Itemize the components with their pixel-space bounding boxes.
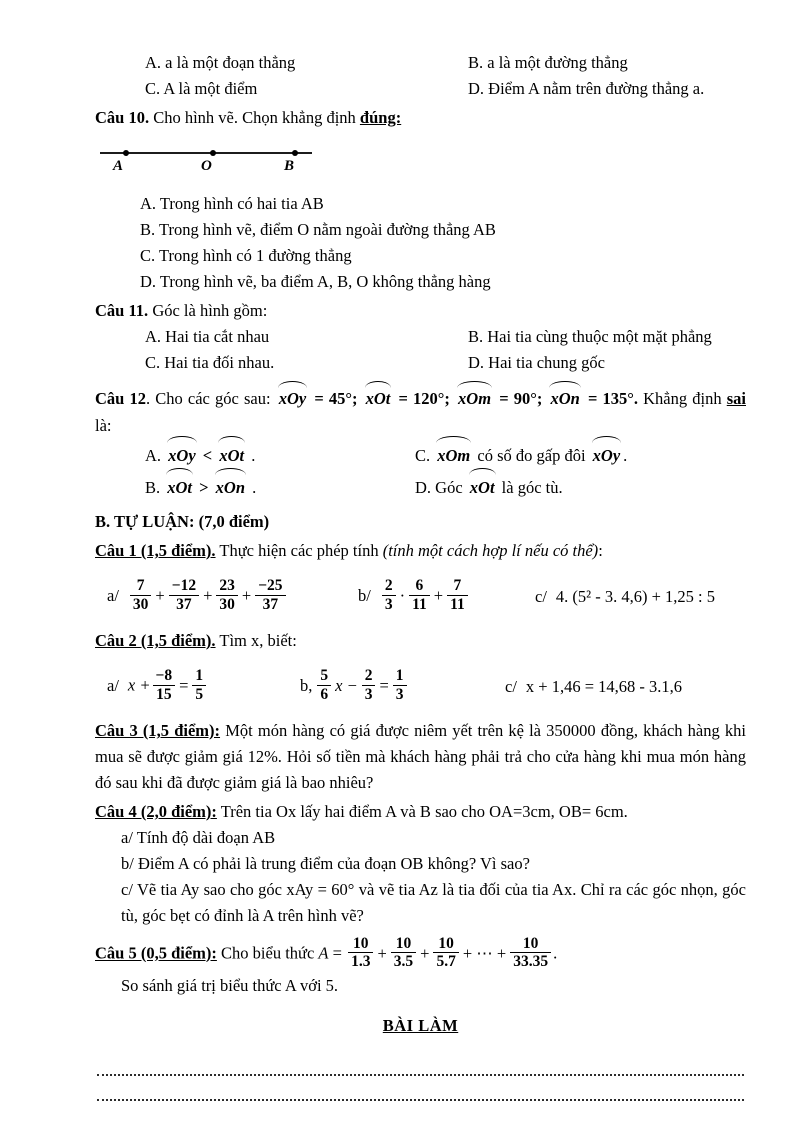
option-end: . bbox=[248, 478, 257, 497]
option-label: D. bbox=[468, 353, 485, 372]
equals-operator: = bbox=[179, 675, 189, 695]
angle-xoy: xOy bbox=[166, 439, 198, 471]
option-b bbox=[468, 324, 746, 350]
q5-statement bbox=[95, 937, 746, 973]
q2-statement bbox=[95, 628, 746, 654]
item-text: So sánh giá trị biểu thức A với 5. bbox=[121, 975, 339, 995]
numerator: 5 bbox=[317, 667, 331, 685]
option-b bbox=[95, 471, 415, 503]
angle-xon: xOn bbox=[214, 471, 247, 503]
numerator: −25 bbox=[255, 577, 285, 595]
comparison-operator: < bbox=[198, 446, 217, 465]
line-aob bbox=[100, 152, 312, 154]
q1-expressions bbox=[95, 574, 746, 620]
option-d bbox=[415, 471, 746, 503]
q3-text: Một món hàng có giá được niêm yết trên kệ là 350000 đồng, khách hàng khi mua sẽ được giảm giá 12%. Hỏi số tiền mà khách hàng phải trả cho cửa hàng khi mua món hàng đó sau khi đã được giảm giá là bao nhiêu? bbox=[95, 721, 746, 792]
denominator: 6 bbox=[320, 685, 329, 703]
option-end: . bbox=[247, 446, 256, 465]
comparison-operator: > bbox=[195, 478, 213, 497]
fraction bbox=[510, 935, 551, 971]
option-label: C. bbox=[145, 79, 161, 98]
numerator: −8 bbox=[153, 667, 176, 685]
option-label: A. bbox=[145, 53, 162, 72]
option-text: a là một đường thẳng bbox=[487, 53, 628, 72]
denominator: 11 bbox=[450, 595, 465, 613]
q2-part-c bbox=[505, 677, 682, 697]
q2-part-b bbox=[300, 669, 505, 705]
q2-heading: Câu 2 (1,5 điểm). bbox=[95, 631, 216, 650]
denominator: 30 bbox=[219, 595, 235, 613]
q11-number: Câu 11. bbox=[95, 301, 149, 320]
part-label: a/ bbox=[107, 585, 119, 605]
numerator: 1 bbox=[393, 667, 407, 685]
denominator: 3 bbox=[384, 595, 393, 613]
expression-text: 4. (5² - 3. 4,6) + 1,25 : 5 bbox=[555, 587, 715, 606]
option-label: B. bbox=[468, 53, 484, 72]
q12-intro: . Cho các góc sau: bbox=[145, 389, 276, 408]
part-label: c/ bbox=[535, 587, 547, 606]
fraction bbox=[362, 667, 376, 703]
denominator: 37 bbox=[262, 595, 279, 613]
numerator: 6 bbox=[409, 577, 430, 595]
angle-xom: xOm bbox=[435, 439, 472, 471]
fraction bbox=[317, 667, 331, 703]
variable-a: A bbox=[318, 943, 329, 963]
fraction bbox=[192, 667, 206, 703]
q10-option-a bbox=[95, 191, 746, 217]
fraction bbox=[216, 577, 238, 613]
denominator: 3 bbox=[395, 685, 404, 703]
angle-xot: xOt bbox=[468, 471, 497, 503]
option-c bbox=[415, 439, 746, 471]
option-label: B. bbox=[145, 478, 161, 497]
angle-xoy: xOy bbox=[591, 439, 623, 471]
option-text: Góc bbox=[435, 478, 467, 497]
q10-option-b bbox=[95, 217, 746, 243]
option-d bbox=[468, 76, 746, 102]
q9-option-row-1 bbox=[95, 50, 746, 76]
part-label: c/ bbox=[505, 677, 517, 696]
option-text: Hai tia đối nhau. bbox=[164, 353, 275, 372]
fraction bbox=[153, 667, 176, 703]
q11-option-row-1 bbox=[95, 324, 746, 350]
angle-xot: xOt bbox=[364, 384, 393, 412]
option-c bbox=[95, 350, 468, 376]
option-a bbox=[95, 324, 468, 350]
option-text: Trong hình có 1 đường thẳng bbox=[158, 246, 352, 265]
q10-option-d bbox=[95, 269, 746, 295]
denominator: 5.7 bbox=[436, 953, 456, 971]
option-label: D. bbox=[140, 272, 157, 291]
q1-statement bbox=[95, 538, 746, 564]
item-text: b/ Điểm A có phải là trung điểm của đoạn OB không? Vì sao? bbox=[121, 854, 530, 873]
option-label: C. bbox=[140, 246, 156, 265]
option-d bbox=[468, 350, 746, 376]
denominator: 1.3 bbox=[351, 953, 371, 971]
option-label: A. bbox=[145, 446, 162, 465]
option-text: Hai tia cắt nhau bbox=[165, 327, 270, 346]
plus-operator: + bbox=[155, 585, 165, 605]
fraction bbox=[433, 935, 458, 971]
answer-section-title bbox=[95, 1013, 746, 1039]
q12-number: Câu 12 bbox=[95, 389, 146, 408]
equals-operator: = bbox=[379, 675, 389, 695]
q2-intro: Tìm x, biết: bbox=[215, 631, 297, 650]
q5-heading: Câu 5 (0,5 điểm): bbox=[95, 943, 217, 963]
fraction bbox=[409, 577, 430, 613]
part-label: a/ bbox=[107, 675, 119, 695]
option-text: Trong hình vẽ, điểm O nằm ngoài đường thẳng AB bbox=[158, 220, 496, 239]
q1-part-b bbox=[358, 579, 535, 615]
angle-xot-value: = 120°; bbox=[393, 389, 456, 408]
option-text: Trong hình có hai tia AB bbox=[159, 194, 324, 213]
q4-item-b bbox=[95, 851, 746, 877]
plus-operator: + bbox=[203, 585, 213, 605]
answer-line bbox=[97, 1051, 744, 1076]
option-text: a là một đoạn thẳng bbox=[165, 53, 296, 72]
option-c bbox=[95, 76, 468, 102]
fraction bbox=[393, 667, 407, 703]
option-text: Trong hình vẽ, ba điểm A, B, O không thẳng hàng bbox=[159, 272, 491, 291]
option-a bbox=[95, 439, 415, 471]
ellipsis-operator: + ⋯ + bbox=[462, 943, 507, 963]
q4-intro: Trên tia Ox lấy hai điểm A và B sao cho OA=3cm, OB= 6cm. bbox=[216, 802, 628, 821]
q11-intro: Góc là hình gồm: bbox=[148, 301, 268, 320]
q5-line-2 bbox=[95, 973, 746, 999]
q2-expressions bbox=[95, 664, 746, 710]
q12-option-row-1 bbox=[95, 439, 746, 471]
numerator: 2 bbox=[362, 667, 376, 685]
angle-xom: xOm bbox=[456, 384, 493, 412]
q2-part-a bbox=[107, 669, 300, 705]
denominator: 15 bbox=[156, 685, 172, 703]
option-text: Hai tia chung gốc bbox=[488, 353, 606, 372]
q9-option-row-2 bbox=[95, 76, 746, 102]
denominator: 30 bbox=[132, 595, 149, 613]
fraction bbox=[348, 935, 373, 971]
denominator: 33.35 bbox=[513, 953, 549, 971]
q4-item-a bbox=[95, 825, 746, 851]
numerator: 10 bbox=[510, 935, 551, 953]
angle-xom-value: = 90°; bbox=[494, 389, 548, 408]
q10-emphasis: đúng: bbox=[359, 108, 402, 127]
option-label: D. bbox=[468, 79, 485, 98]
numerator: 10 bbox=[348, 935, 373, 953]
expression-text: x + 1,46 = 14,68 - 3.1,6 bbox=[525, 677, 683, 696]
point-b-dot bbox=[292, 150, 298, 156]
q11-option-row-2 bbox=[95, 350, 746, 376]
plus-operator: + bbox=[241, 585, 252, 605]
denominator: 37 bbox=[176, 595, 192, 613]
fraction bbox=[169, 577, 199, 613]
numerator: 7 bbox=[130, 577, 152, 595]
answer-line bbox=[97, 1076, 744, 1101]
fraction bbox=[382, 577, 396, 613]
angle-xot: xOt bbox=[165, 471, 194, 503]
option-end: là góc tù. bbox=[497, 478, 563, 497]
q4-statement bbox=[95, 799, 746, 825]
option-label: B. bbox=[140, 220, 156, 239]
numerator: 10 bbox=[391, 935, 416, 953]
numerator: 10 bbox=[433, 935, 458, 953]
item-text: c/ Vẽ tia Ay sao cho góc xAy = 60° và vẽ tia Az là tia đối của tia Ax. Chỉ ra các góc nhọn, góc tù, góc bẹt có đỉnh là A trên hình vẽ? bbox=[121, 880, 746, 925]
q10-intro: Cho hình vẽ. Chọn khẳng định bbox=[149, 108, 360, 127]
plus-operator: + bbox=[420, 943, 430, 963]
option-text: A là một điểm bbox=[163, 79, 258, 98]
q10-number: Câu 10. bbox=[95, 108, 150, 127]
q3-statement bbox=[95, 718, 746, 796]
q12-sai-emphasis: sai bbox=[726, 389, 746, 408]
line-figure bbox=[100, 139, 320, 187]
angle-xoy-value: = 45°; bbox=[309, 389, 363, 408]
angle-xon: xOn bbox=[548, 384, 581, 412]
fraction bbox=[391, 935, 416, 971]
angle-xot: xOt bbox=[217, 439, 246, 471]
option-label: A. bbox=[140, 194, 157, 213]
q12-statement bbox=[95, 384, 746, 439]
option-label: D. bbox=[415, 478, 432, 497]
option-label: B. bbox=[468, 327, 484, 346]
denominator: 11 bbox=[412, 595, 427, 613]
option-label: C. bbox=[145, 353, 161, 372]
variable-x: x + bbox=[127, 675, 151, 695]
option-label: C. bbox=[415, 446, 431, 465]
option-label: A. bbox=[145, 327, 162, 346]
angle-xoy: xOy bbox=[277, 384, 309, 412]
q12-outro: Khẳng định bbox=[637, 389, 727, 408]
angle-xon-value: = 135°. bbox=[582, 389, 638, 408]
answer-line bbox=[97, 1101, 744, 1122]
denominator: 5 bbox=[195, 685, 204, 703]
period: . bbox=[553, 943, 558, 963]
q10-statement bbox=[95, 105, 746, 131]
answer-section-label: BÀI LÀM bbox=[382, 1015, 459, 1035]
q1-heading: Câu 1 (1,5 điểm). bbox=[95, 541, 216, 560]
denominator: 3.5 bbox=[393, 953, 414, 971]
numerator: 23 bbox=[216, 577, 238, 595]
q5-pre: Cho biểu thức bbox=[216, 943, 319, 963]
point-b-label: B bbox=[284, 158, 295, 174]
q1-part-a bbox=[107, 579, 358, 615]
numerator: −12 bbox=[169, 577, 199, 595]
part-label: b/ bbox=[358, 585, 371, 605]
q3-heading: Câu 3 (1,5 điểm): bbox=[95, 721, 221, 740]
point-o-dot bbox=[210, 150, 216, 156]
point-a-dot bbox=[123, 150, 129, 156]
numerator: 7 bbox=[447, 577, 468, 595]
option-text: có số đo gấp đôi bbox=[473, 446, 590, 465]
option-a bbox=[95, 50, 468, 76]
fraction bbox=[447, 577, 468, 613]
option-end: . bbox=[623, 446, 628, 465]
numerator: 2 bbox=[382, 577, 396, 595]
q1-part-c bbox=[535, 587, 715, 607]
plus-operator: + bbox=[377, 943, 387, 963]
numerator: 1 bbox=[192, 667, 206, 685]
plus-operator: + bbox=[433, 585, 444, 605]
section-b-title: B. TỰ LUẬN: (7,0 điểm) bbox=[95, 512, 270, 531]
q4-item-c bbox=[95, 877, 746, 929]
option-b bbox=[468, 50, 746, 76]
q11-statement bbox=[95, 298, 746, 324]
denominator: 3 bbox=[364, 685, 373, 703]
part-label: b, bbox=[300, 675, 313, 695]
q1-intro: Thực hiện các phép tính bbox=[215, 541, 383, 560]
q12-option-row-2 bbox=[95, 471, 746, 503]
option-text: Điểm A nằm trên đường thẳng a. bbox=[488, 79, 705, 98]
point-o-label: O bbox=[201, 158, 212, 174]
q10-option-c bbox=[95, 243, 746, 269]
q4-heading: Câu 4 (2,0 điểm): bbox=[95, 802, 217, 821]
q1-colon: : bbox=[598, 541, 603, 560]
q12-outro-2: là: bbox=[95, 416, 112, 435]
variable-x-minus: x − bbox=[335, 675, 358, 695]
q1-note: (tính một cách hợp lí nếu có thể) bbox=[382, 541, 599, 560]
fraction bbox=[130, 577, 152, 613]
point-a-label: A bbox=[113, 158, 124, 174]
fraction bbox=[255, 577, 285, 613]
option-text: Hai tia cùng thuộc một mặt phẳng bbox=[487, 327, 712, 346]
equals-operator: = bbox=[328, 943, 347, 963]
multiply-operator: · bbox=[399, 585, 406, 605]
item-text: a/ Tính độ dài đoạn AB bbox=[121, 828, 276, 847]
